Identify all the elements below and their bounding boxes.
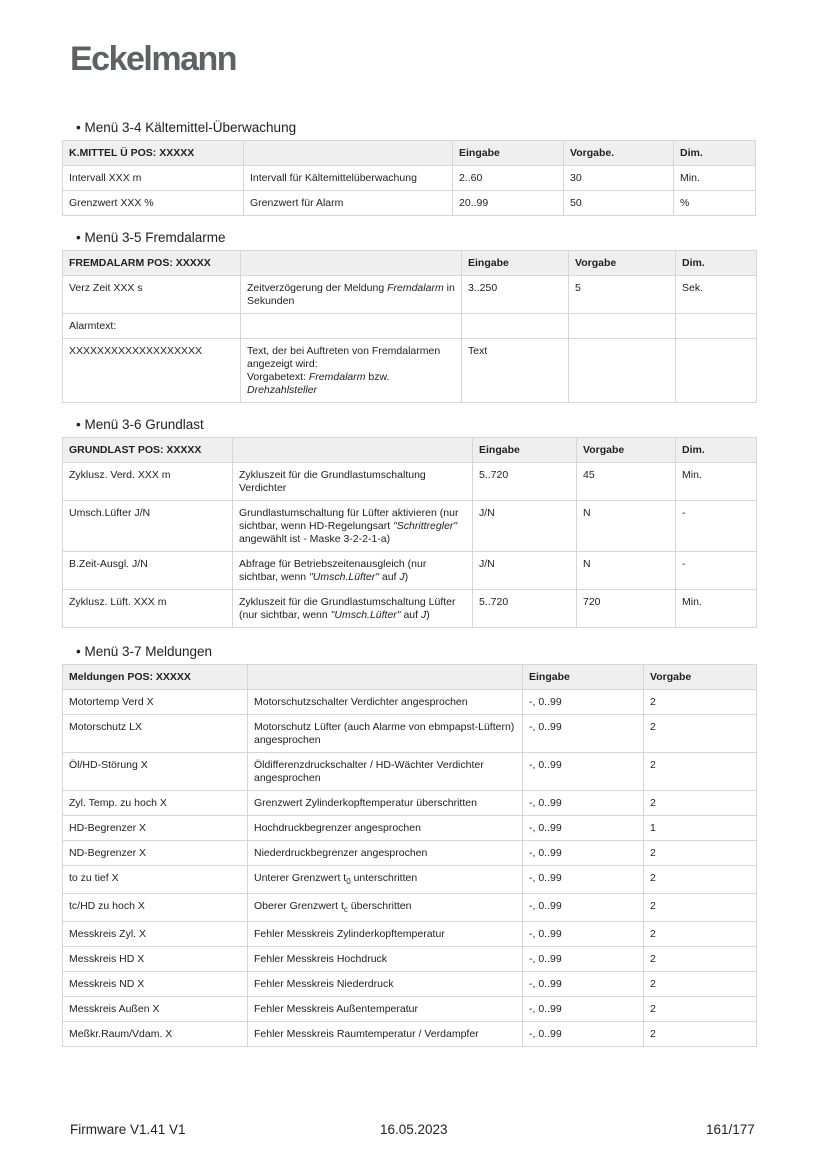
table-row <box>63 314 757 339</box>
table-row <box>63 997 757 1022</box>
table-cell <box>676 339 757 403</box>
table-row <box>63 590 757 628</box>
footer-firmware: Firmware V1.41 V1 <box>70 1122 186 1137</box>
parameter-table <box>62 250 757 403</box>
table-cell: 5 <box>569 276 676 314</box>
column-header: Eingabe <box>473 438 577 463</box>
table-row <box>63 463 757 501</box>
table-cell: Grenzwert Zylinderkopftemperatur überschritten <box>248 791 523 816</box>
table-cell: tc/HD zu hoch X <box>63 894 248 922</box>
parameter-table <box>62 437 757 628</box>
table-cell: 45 <box>577 463 676 501</box>
section-title: • Menü 3-4 Kältemittel-Überwachung <box>76 120 297 135</box>
column-header: FREMDALARM POS: XXXXX <box>63 251 241 276</box>
table-cell <box>676 314 757 339</box>
table-cell: 2 <box>644 997 757 1022</box>
table-header-row <box>63 251 757 276</box>
table-row <box>63 816 757 841</box>
column-header: Vorgabe <box>569 251 676 276</box>
table-row <box>63 501 757 552</box>
table-row <box>63 690 757 715</box>
table-cell: HD-Begrenzer X <box>63 816 248 841</box>
table-row <box>63 922 757 947</box>
table-cell: J/N <box>473 552 577 590</box>
column-header: Vorgabe <box>577 438 676 463</box>
table-row <box>63 166 756 191</box>
table-cell: Fehler Messkreis Niederdruck <box>248 972 523 997</box>
table-cell: Fehler Messkreis Hochdruck <box>248 947 523 972</box>
table-cell: Unterer Grenzwert $t_0$ unterschritten <box>248 866 523 894</box>
table-cell: 2 <box>644 841 757 866</box>
table-cell: 2 <box>644 1022 757 1047</box>
table-cell: Grenzwert XXX % <box>63 191 244 216</box>
table-row <box>63 791 757 816</box>
column-header: K.MITTEL Ü POS: XXXXX <box>63 141 244 166</box>
menu-section <box>62 644 756 1047</box>
table-cell: Meßkr.Raum/Vdam. X <box>63 1022 248 1047</box>
table-cell: -, 0..99 <box>523 922 644 947</box>
table-cell: -, 0..99 <box>523 972 644 997</box>
table-cell: -, 0..99 <box>523 690 644 715</box>
menu-section <box>62 417 756 628</box>
parameter-table <box>62 140 756 216</box>
table-cell: Motorschutzschalter Verdichter angesprochen <box>248 690 523 715</box>
column-header: Eingabe <box>453 141 564 166</box>
table-cell: Messkreis HD X <box>63 947 248 972</box>
table-cell: Hochdruckbegrenzer angesprochen <box>248 816 523 841</box>
table-cell: 30 <box>564 166 674 191</box>
table-cell: Zykluszeit für die Grundlastumschaltung Lüfter (nur sichtbar, wenn "Umsch.Lüfter" auf J) <box>233 590 473 628</box>
table-cell: 50 <box>564 191 674 216</box>
table-cell: B.Zeit-Ausgl. J/N <box>63 552 233 590</box>
table-row <box>63 947 757 972</box>
table-row <box>63 276 757 314</box>
column-header: Dim. <box>674 141 756 166</box>
table-cell: 2 <box>644 972 757 997</box>
table-cell: Motortemp Verd X <box>63 690 248 715</box>
table-cell: Alarmtext: <box>63 314 241 339</box>
table-cell: Öldifferenzdruckschalter / HD-Wächter Verdichter angesprochen <box>248 753 523 791</box>
table-cell: Messkreis Zyl. X <box>63 922 248 947</box>
table-cell: to zu tief X <box>63 866 248 894</box>
table-cell: Messkreis ND X <box>63 972 248 997</box>
table-cell: Verz Zeit XXX s <box>63 276 241 314</box>
eckelmann-logo: Eckelmann <box>70 40 237 78</box>
table-cell: 2 <box>644 791 757 816</box>
column-header <box>248 665 523 690</box>
table-cell: -, 0..99 <box>523 947 644 972</box>
menu-section <box>62 120 756 216</box>
table-cell: Zyl. Temp. zu hoch X <box>63 791 248 816</box>
table-cell <box>462 314 569 339</box>
table-cell: XXXXXXXXXXXXXXXXXXX <box>63 339 241 403</box>
table-cell: Intervall für Kältemittelüberwachung <box>244 166 453 191</box>
table-cell: Messkreis Außen X <box>63 997 248 1022</box>
table-cell: Zyklusz. Verd. XXX m <box>63 463 233 501</box>
table-cell: 2 <box>644 866 757 894</box>
table-cell <box>569 339 676 403</box>
table-cell: -, 0..99 <box>523 866 644 894</box>
table-cell: Min. <box>676 463 757 501</box>
table-row <box>63 339 757 403</box>
table-cell: 5..720 <box>473 590 577 628</box>
table-row <box>63 715 757 753</box>
column-header <box>233 438 473 463</box>
footer-page-number: 161/177 <box>706 1122 755 1137</box>
table-cell: Öl/HD-Störung X <box>63 753 248 791</box>
column-header <box>244 141 453 166</box>
table-cell: Grenzwert für Alarm <box>244 191 453 216</box>
menu-section <box>62 230 756 403</box>
table-cell: Niederdruckbegrenzer angesprochen <box>248 841 523 866</box>
table-cell: -, 0..99 <box>523 715 644 753</box>
table-cell: 3..250 <box>462 276 569 314</box>
table-cell: -, 0..99 <box>523 753 644 791</box>
table-cell: Zeitverzögerung der Meldung Fremdalarm in Sekunden <box>241 276 462 314</box>
table-cell: 2 <box>644 690 757 715</box>
table-cell: Grundlastumschaltung für Lüfter aktivieren (nur sichtbar, wenn HD-Regelungsart "Schrittregler" angewählt ist - Maske 3-2-2-1-a) <box>233 501 473 552</box>
footer-date: 16.05.2023 <box>380 1122 448 1137</box>
table-header-row <box>63 665 757 690</box>
table-cell: % <box>674 191 756 216</box>
table-cell: Oberer Grenzwert $t_c$ überschritten <box>248 894 523 922</box>
table-header-row <box>63 438 757 463</box>
column-header: GRUNDLAST POS: XXXXX <box>63 438 233 463</box>
table-cell: Min. <box>674 166 756 191</box>
table-cell: -, 0..99 <box>523 894 644 922</box>
column-header: Eingabe <box>462 251 569 276</box>
table-cell: Text, der bei Auftreten von Fremdalarmen angezeigt wird: Vorgabetext: Fremdalarm bzw. Drehzahlsteller <box>241 339 462 403</box>
table-cell <box>241 314 462 339</box>
table-cell: 2 <box>644 753 757 791</box>
parameter-table <box>62 664 757 1047</box>
table-cell: Motorschutz Lüfter (auch Alarme von ebmpapst-Lüftern) angesprochen <box>248 715 523 753</box>
table-cell: Fehler Messkreis Zylinderkopftemperatur <box>248 922 523 947</box>
table-cell: 2 <box>644 922 757 947</box>
section-title: • Menü 3-6 Grundlast <box>76 417 204 432</box>
column-header: Vorgabe <box>644 665 757 690</box>
table-row <box>63 552 757 590</box>
table-cell: -, 0..99 <box>523 816 644 841</box>
table-cell: Zykluszeit für die Grundlastumschaltung Verdichter <box>233 463 473 501</box>
table-row <box>63 753 757 791</box>
table-cell: 2 <box>644 715 757 753</box>
column-header <box>241 251 462 276</box>
table-cell: N <box>577 501 676 552</box>
column-header: Eingabe <box>523 665 644 690</box>
table-row <box>63 1022 757 1047</box>
table-cell <box>569 314 676 339</box>
table-cell: 5..720 <box>473 463 577 501</box>
table-cell: - <box>676 501 757 552</box>
table-cell: ND-Begrenzer X <box>63 841 248 866</box>
table-cell: -, 0..99 <box>523 791 644 816</box>
table-cell: 2..60 <box>453 166 564 191</box>
table-header-row <box>63 141 756 166</box>
table-row <box>63 841 757 866</box>
section-title: • Menü 3-5 Fremdalarme <box>76 230 226 245</box>
table-cell: Intervall XXX m <box>63 166 244 191</box>
table-cell: Umsch.Lüfter J/N <box>63 501 233 552</box>
table-cell: Fehler Messkreis Außentemperatur <box>248 997 523 1022</box>
table-row <box>63 894 757 922</box>
column-header: Dim. <box>676 251 757 276</box>
table-cell: Zyklusz. Lüft. XXX m <box>63 590 233 628</box>
section-title: • Menü 3-7 Meldungen <box>76 644 213 659</box>
table-cell: 720 <box>577 590 676 628</box>
table-row <box>63 866 757 894</box>
table-cell: -, 0..99 <box>523 841 644 866</box>
table-cell: J/N <box>473 501 577 552</box>
table-cell: 20..99 <box>453 191 564 216</box>
table-cell: Sek. <box>676 276 757 314</box>
table-cell: Fehler Messkreis Raumtemperatur / Verdampfer <box>248 1022 523 1047</box>
column-header: Vorgabe. <box>564 141 674 166</box>
table-cell: Motorschutz LX <box>63 715 248 753</box>
table-cell: Abfrage für Betriebszeitenausgleich (nur sichtbar, wenn "Umsch.Lüfter" auf J) <box>233 552 473 590</box>
column-header: Meldungen POS: XXXXX <box>63 665 248 690</box>
table-row <box>63 191 756 216</box>
table-cell: - <box>676 552 757 590</box>
table-cell: 2 <box>644 947 757 972</box>
table-cell: N <box>577 552 676 590</box>
table-cell: -, 0..99 <box>523 1022 644 1047</box>
table-cell: 2 <box>644 894 757 922</box>
table-cell: -, 0..99 <box>523 997 644 1022</box>
table-row <box>63 972 757 997</box>
table-cell: 1 <box>644 816 757 841</box>
table-cell: Text <box>462 339 569 403</box>
table-cell: Min. <box>676 590 757 628</box>
column-header: Dim. <box>676 438 757 463</box>
